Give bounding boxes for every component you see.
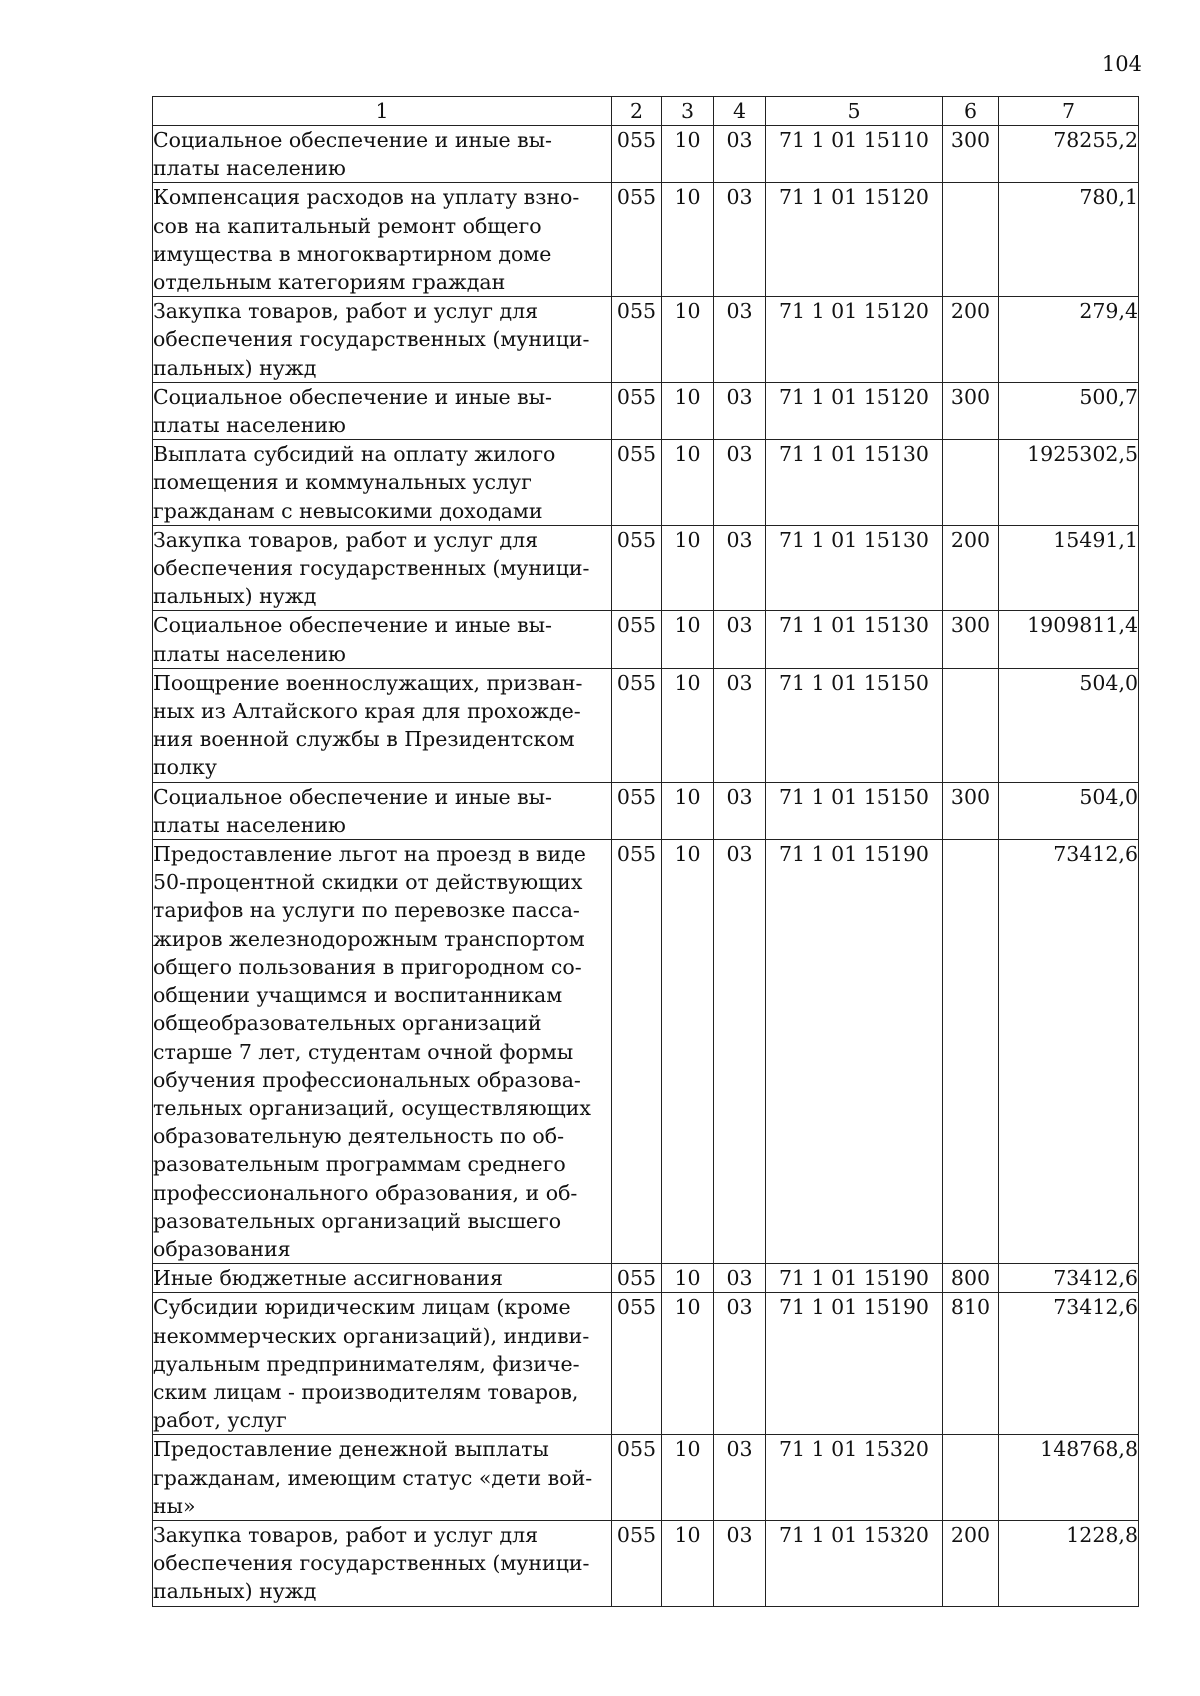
table-header-row	[153, 97, 1139, 126]
row-col5-cell: 71 1 01 15320	[766, 1435, 943, 1521]
row-col4-cell: 03	[714, 382, 766, 439]
row-col6-cell: 200	[943, 297, 999, 383]
row-col6-cell: 300	[943, 382, 999, 439]
row-name-cell: Предоставление денежной выплаты гражданам, имеющим статус «дети вой- ны»	[153, 1435, 612, 1521]
row-col7-cell: 500,7	[999, 382, 1139, 439]
page-number: 104	[1101, 52, 1142, 76]
row-name-cell: Закупка товаров, работ и услуг для обеспечения государственных (муници- пальных) нужд	[153, 1520, 612, 1606]
row-col5-cell: 71 1 01 15150	[766, 668, 943, 782]
row-name-cell: Компенсация расходов на уплату взно- сов на капитальный ремонт общего имущества в многоквартирном доме отдельным категориям граждан	[153, 183, 612, 297]
row-col7-cell: 78255,2	[999, 126, 1139, 183]
row-col4-cell: 03	[714, 440, 766, 526]
row-col6-cell: 200	[943, 1520, 999, 1606]
row-name-cell: Социальное обеспечение и иные вы- платы населению	[153, 382, 612, 439]
row-col7-cell: 279,4	[999, 297, 1139, 383]
header-col-3: 3	[662, 97, 714, 126]
row-col3-cell: 10	[662, 840, 714, 1264]
row-col3-cell: 10	[662, 782, 714, 839]
row-col4-cell: 03	[714, 782, 766, 839]
row-col5-cell: 71 1 01 15120	[766, 297, 943, 383]
header-col-7: 7	[999, 97, 1139, 126]
row-col2-cell: 055	[612, 1264, 662, 1293]
row-col5-cell: 71 1 01 15130	[766, 611, 943, 668]
row-col6-cell: 300	[943, 782, 999, 839]
header-col-6: 6	[943, 97, 999, 126]
row-name-cell: Выплата субсидий на оплату жилого помещения и коммунальных услуг гражданам с невысокими доходами	[153, 440, 612, 526]
table-row	[153, 382, 1139, 439]
row-col3-cell: 10	[662, 183, 714, 297]
row-col7-cell: 73412,6	[999, 1264, 1139, 1293]
row-col4-cell: 03	[714, 1520, 766, 1606]
row-col5-cell: 71 1 01 15190	[766, 1293, 943, 1435]
table-row	[153, 1264, 1139, 1293]
row-name-cell: Социальное обеспечение и иные вы- платы населению	[153, 611, 612, 668]
row-col2-cell: 055	[612, 1520, 662, 1606]
row-col3-cell: 10	[662, 525, 714, 611]
row-col3-cell: 10	[662, 126, 714, 183]
row-col2-cell: 055	[612, 297, 662, 383]
header-col-2: 2	[612, 97, 662, 126]
row-col4-cell: 03	[714, 1264, 766, 1293]
row-col6-cell: 810	[943, 1293, 999, 1435]
row-col3-cell: 10	[662, 668, 714, 782]
row-name-cell: Социальное обеспечение и иные вы- платы населению	[153, 782, 612, 839]
row-col5-cell: 71 1 01 15190	[766, 840, 943, 1264]
row-col3-cell: 10	[662, 611, 714, 668]
row-name-cell: Предоставление льгот на проезд в виде 50-процентной скидки от действующих тарифов на услуги по перевозке пасса- жиров железнодорожным транспортом общего пользования в пригородном со- общении учащимся и воспитанникам общеобразовательных организаций старше 7 лет, студентам очной формы обучения профессиональных образова- тельных организаций, осуществляющих образовательную деятельность по об- разовательным программам среднего профессионального образования, и об- разовательных организаций высшего образования	[153, 840, 612, 1264]
row-name-cell: Субсидии юридическим лицам (кроме некоммерческих организаций), индиви- дуальным предпринимателям, физиче- ским лицам - производителям товаров, работ, услуг	[153, 1293, 612, 1435]
row-col6-cell	[943, 840, 999, 1264]
row-col7-cell: 504,0	[999, 668, 1139, 782]
row-col3-cell: 10	[662, 382, 714, 439]
row-col4-cell: 03	[714, 525, 766, 611]
table-row	[153, 1435, 1139, 1521]
header-col-4: 4	[714, 97, 766, 126]
row-col6-cell	[943, 1435, 999, 1521]
row-col7-cell: 15491,1	[999, 525, 1139, 611]
row-col7-cell: 504,0	[999, 782, 1139, 839]
row-name-cell: Закупка товаров, работ и услуг для обеспечения государственных (муници- пальных) нужд	[153, 297, 612, 383]
row-col7-cell: 1925302,5	[999, 440, 1139, 526]
table-row	[153, 668, 1139, 782]
row-col6-cell: 300	[943, 611, 999, 668]
row-col2-cell: 055	[612, 782, 662, 839]
row-col5-cell: 71 1 01 15320	[766, 1520, 943, 1606]
header-col-5: 5	[766, 97, 943, 126]
row-col7-cell: 73412,6	[999, 1293, 1139, 1435]
table-row	[153, 611, 1139, 668]
row-col3-cell: 10	[662, 1293, 714, 1435]
row-col6-cell: 200	[943, 525, 999, 611]
table-row	[153, 1293, 1139, 1435]
row-col4-cell: 03	[714, 611, 766, 668]
row-col4-cell: 03	[714, 1435, 766, 1521]
row-col7-cell: 73412,6	[999, 840, 1139, 1264]
row-col3-cell: 10	[662, 297, 714, 383]
row-col2-cell: 055	[612, 1293, 662, 1435]
row-col4-cell: 03	[714, 1293, 766, 1435]
row-col2-cell: 055	[612, 440, 662, 526]
row-col2-cell: 055	[612, 668, 662, 782]
row-col2-cell: 055	[612, 183, 662, 297]
row-col2-cell: 055	[612, 840, 662, 1264]
row-col3-cell: 10	[662, 1520, 714, 1606]
row-name-cell: Социальное обеспечение и иные вы- платы населению	[153, 126, 612, 183]
row-col3-cell: 10	[662, 1435, 714, 1521]
table-row	[153, 126, 1139, 183]
row-col6-cell	[943, 183, 999, 297]
row-name-cell: Иные бюджетные ассигнования	[153, 1264, 612, 1293]
row-col5-cell: 71 1 01 15120	[766, 183, 943, 297]
row-col3-cell: 10	[662, 440, 714, 526]
row-col3-cell: 10	[662, 1264, 714, 1293]
row-col5-cell: 71 1 01 15130	[766, 525, 943, 611]
row-col4-cell: 03	[714, 126, 766, 183]
header-col-1: 1	[153, 97, 612, 126]
table-row	[153, 440, 1139, 526]
row-col7-cell: 1909811,4	[999, 611, 1139, 668]
row-col4-cell: 03	[714, 297, 766, 383]
table-row	[153, 297, 1139, 383]
row-col7-cell: 780,1	[999, 183, 1139, 297]
row-col2-cell: 055	[612, 382, 662, 439]
row-col4-cell: 03	[714, 840, 766, 1264]
row-col2-cell: 055	[612, 1435, 662, 1521]
row-col5-cell: 71 1 01 15110	[766, 126, 943, 183]
row-col5-cell: 71 1 01 15150	[766, 782, 943, 839]
row-col4-cell: 03	[714, 183, 766, 297]
table-row	[153, 840, 1139, 1264]
row-col6-cell: 800	[943, 1264, 999, 1293]
row-col6-cell: 300	[943, 126, 999, 183]
table-row	[153, 183, 1139, 297]
table-row	[153, 1520, 1139, 1606]
row-col4-cell: 03	[714, 668, 766, 782]
row-col2-cell: 055	[612, 126, 662, 183]
row-name-cell: Закупка товаров, работ и услуг для обеспечения государственных (муници- пальных) нужд	[153, 525, 612, 611]
row-name-cell: Поощрение военнослужащих, призван- ных из Алтайского края для прохожде- ния военной службы в Президентском полку	[153, 668, 612, 782]
budget-table	[152, 96, 1139, 1607]
row-col6-cell	[943, 668, 999, 782]
row-col2-cell: 055	[612, 611, 662, 668]
row-col5-cell: 71 1 01 15120	[766, 382, 943, 439]
row-col5-cell: 71 1 01 15130	[766, 440, 943, 526]
row-col2-cell: 055	[612, 525, 662, 611]
table-row	[153, 782, 1139, 839]
table-row	[153, 525, 1139, 611]
row-col6-cell	[943, 440, 999, 526]
row-col7-cell: 1228,8	[999, 1520, 1139, 1606]
row-col5-cell: 71 1 01 15190	[766, 1264, 943, 1293]
row-col7-cell: 148768,8	[999, 1435, 1139, 1521]
